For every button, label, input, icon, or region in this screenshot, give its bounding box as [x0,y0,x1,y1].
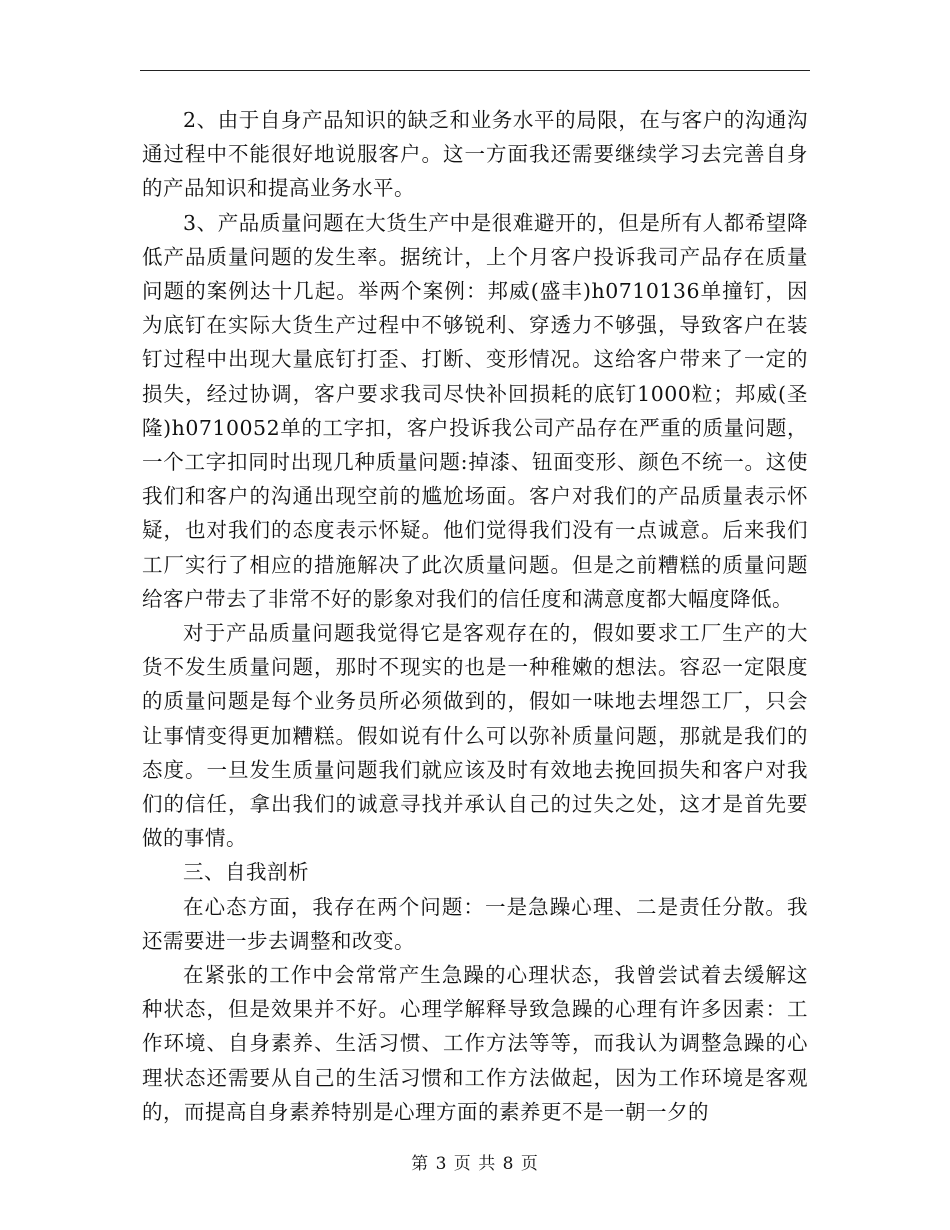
paragraph-quality-opinion: 对于产品质量问题我觉得它是客观存在的，假如要求工厂生产的大货不发生质量问题，那时不现实的也是一种稚嫩的想法。容忍一定限度的质量问题是每个业务员所必须做到的，假如一味地去埋怨工厂，只会让事情变得更加糟糕。假如说有什么可以弥补质量问题，那就是我们的态度。一旦发生质量问题我们就应该及时有效地去挽回损失和客户对我们的信任，拿出我们的诚意寻找并承认自己的过失之处，这才是首先要做的事情。 [142,621,808,851]
section-heading-self-analysis: 三、自我剖析 [183,860,309,885]
paragraph-mindset: 在心态方面，我存在两个问题：一是急躁心理、二是责任分散。我还需要进一步去调整和改变。 [142,894,808,953]
paragraph-item-3: 3、产品质量问题在大货生产中是很难避开的，但是所有人都希望降低产品质量问题的发生率。据统计，上个月客户投诉我司产品存在质量问题的案例达十几起。举两个案例：邦威(盛丰)h0710136单撞钉，因为底钉在实际大货生产过程中不够锐利、穿透力不够强，导致客户在装钉过程中出现大量底钉打歪、打断、变形情况。这给客户带来了一定的损失，经过协调，客户要求我司尽快补回损耗的底钉1000粒；邦威(圣隆)h0710052单的工字扣，客户投诉我公司产品存在严重的质量问题，一个工字扣同时出现几种质量问题:掉漆、钮面变形、颜色不统一。这使我们和客户的沟通出现空前的尴尬场面。客户对我们的产品质量表示怀疑，也对我们的态度表示怀疑。他们觉得我们没有一点诚意。后来我们工厂实行了相应的措施解决了此次质量问题。但是之前糟糕的质量问题给客户带去了非常不好的影象对我们的信任度和满意度都大幅度降低。 [142,210,808,611]
header-rule [140,70,810,71]
paragraph-anxiety: 在紧张的工作中会常常产生急躁的心理状态，我曾尝试着去缓解这种状态，但是效果并不好。心理学解释导致急躁的心理有许多因素：工作环境、自身素养、生活习惯、工作方法等等，而我认为调整急躁的心理状态还需要从自己的生活习惯和工作方法做起，因为工作环境是客观的，而提高自身素养特别是心理方面的素养更不是一朝一夕的 [142,963,808,1124]
paragraph-item-2: 2、由于自身产品知识的缺乏和业务水平的局限，在与客户的沟通沟通过程中不能很好地说服客户。这一方面我还需要继续学习去完善自身的产品知识和提高业务水平。 [142,108,808,201]
page-number: 第 3 页 共 8 页 [411,1154,539,1174]
body-text [142,103,808,1129]
